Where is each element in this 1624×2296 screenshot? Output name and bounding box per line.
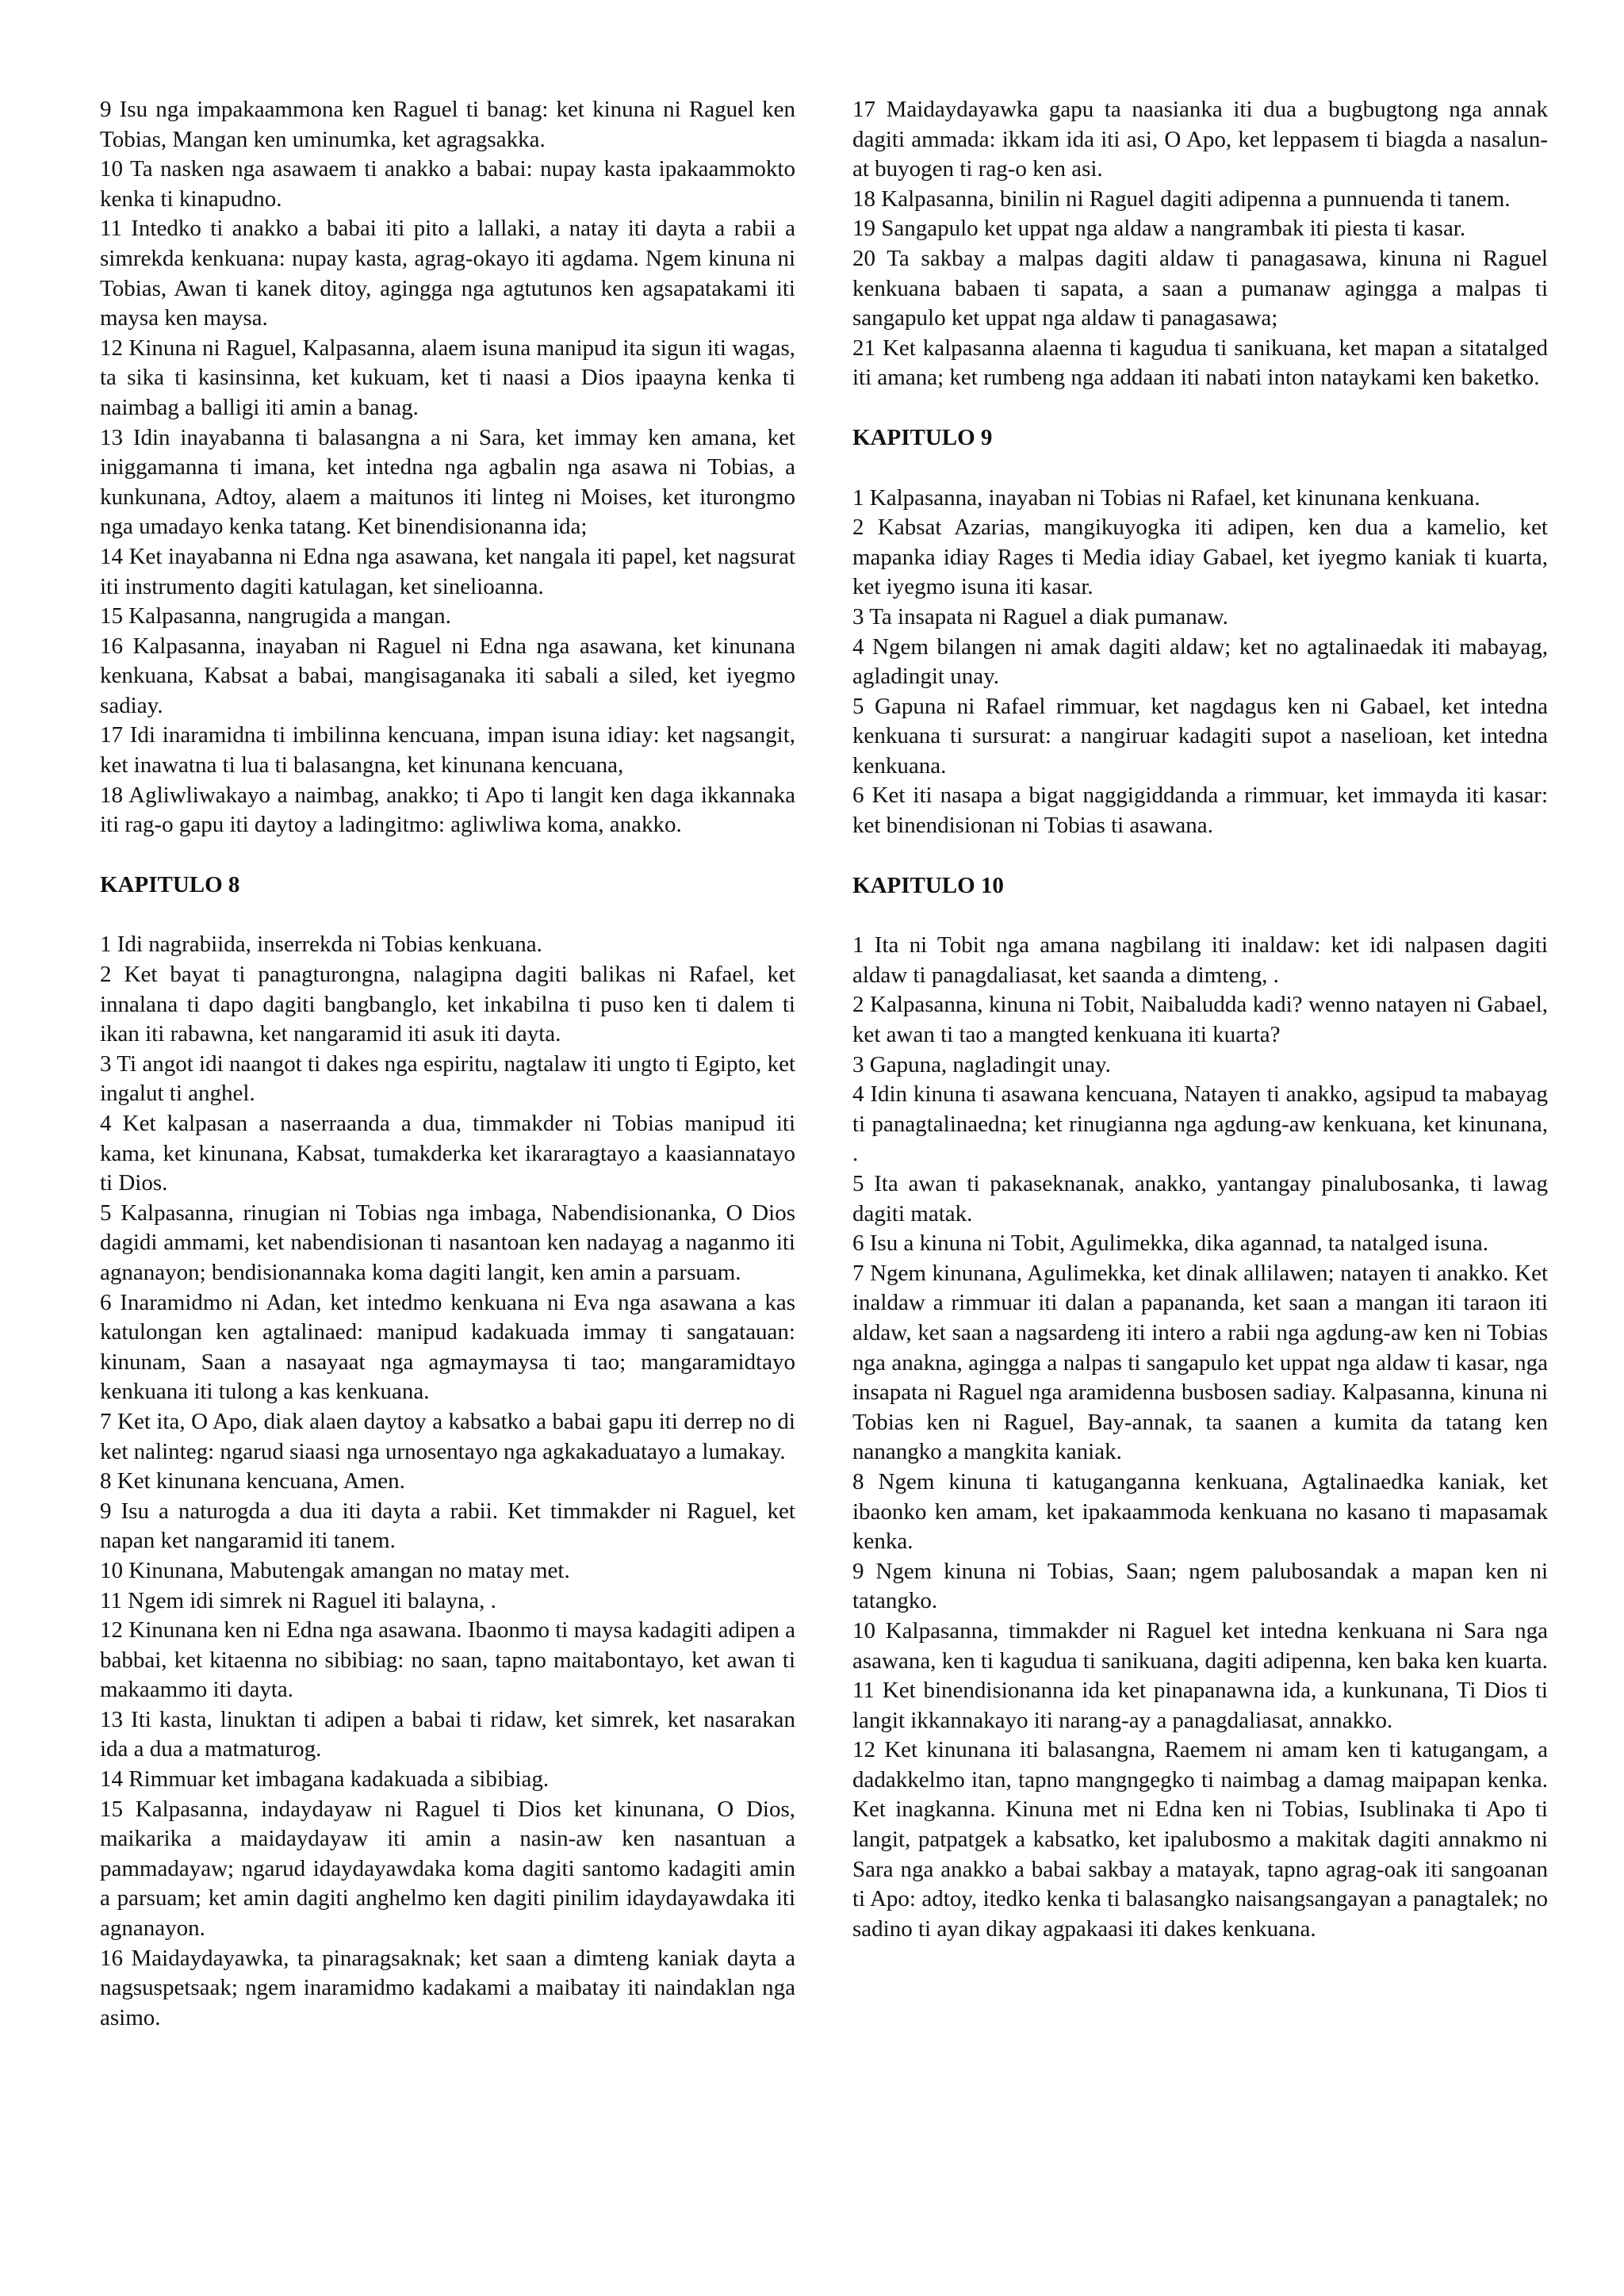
verse-paragraph: 6 Ket iti nasapa a bigat naggigiddanda a rimmuar, ket immayda iti kasar: ket binendisionan ni Tobias ti asawana. <box>852 783 1548 839</box>
verse-paragraph: 8 Ket kinunana kencuana, Amen. <box>100 1468 405 1494</box>
verse-paragraph: 15 Kalpasanna, indaydayaw ni Raguel ti Dios ket kinunana, O Dios, maikarika a maidaydayaw iti amin a nasin-aw ken nasantuan a pammadayaw; ngarud idaydayawdaka koma dagiti santomo kadagiti amin a parsuam; ket amin dagiti anghelmo ken dagiti pinilim idaydayawdaka iti agnanayon. <box>100 1796 795 1942</box>
verse-paragraph: 18 Agliwliwakayo a naimbag, anakko; ti Apo ti langit ken daga ikkannaka iti rag-o gapu iti daytoy a ladingitmo: agliwliwa koma, anakko. <box>100 782 795 838</box>
verse-paragraph: 16 Maidaydayawka, ta pinaragsaknak; ket saan a dimteng kaniak dayta a nagsuspetsaak; ngem inaramidmo kadakami a maibatay iti naindaklan nga asimo. <box>100 1945 795 2030</box>
verse-paragraph: 2 Kalpasanna, kinuna ni Tobit, Naibaludda kadi? wenno natayen ni Gabael, ket awan ti tao a mangted kenkuana iti kuarta? <box>852 992 1548 1048</box>
verse-paragraph: 10 Ta nasken nga asawaem ti anakko a babai: nupay kasta ipakaammokto kenka ti kinapudno. <box>100 156 795 212</box>
verse-paragraph: 3 Gapuna, nagladingit unay. <box>852 1051 1111 1077</box>
verse-paragraph: 14 Rimmuar ket imbagana kadakuada a sibibiag. <box>100 1766 550 1793</box>
verse-paragraph: 15 Kalpasanna, nangrugida a mangan. <box>100 603 451 629</box>
verse-paragraph: 3 Ti angot idi naangot ti dakes nga espiritu, nagtalaw iti ungto ti Egipto, ket ingalut ti anghel. <box>100 1050 795 1107</box>
verse-paragraph: 9 Isu nga impakaammona ken Raguel ti banag: ket kinuna ni Raguel ken Tobias, Mangan ken uminumka, ket agragsakka. <box>100 97 795 152</box>
verse-paragraph: 5 Kalpasanna, rinugian ni Tobias nga imbaga, Nabendisionanka, O Dios dagidi ammami, ket nabendisionan ti nasantoan ken nadayag a naganmo iti agnanayon; bendisionannaka koma dagiti langit, ken amin a parsuam. <box>100 1200 795 1285</box>
verse-paragraph: 12 Ket kinunana iti balasangna, Raemem ni amam ken ti katugangam, a dadakkelmo itan, tapno mangngegko ti naimbag a damag maipapan kenka. Ket inagkanna. Kinuna met ni Edna ken ni Tobias, Isublinaka ti Apo ti langit, patpatgek a kabsatko, ket ipalubosmo a makitak dagiti annakmo ni Sara nga anakko a babai sakbay a matayak, tapno agrag-oak iti sangoanan ti Apo: adtoy, itedko kenka ti balasangko naisangsangayan a panagtalek; no sadino ti ayan dikay agpakaasi iti dakes kenkuana. <box>852 1737 1548 1942</box>
verse-paragraph: 18 Kalpasanna, binilin ni Raguel dagiti adipenna a punnuenda ti tanem. <box>852 186 1511 212</box>
chapter-heading: KAPITULO 9 <box>852 424 993 450</box>
verse-paragraph: 8 Ngem kinuna ti katuganganna kenkuana, Agtalinaedka kaniak, ket ibaonko ken amam, ket ipakaammoda kenkuana no kasano ti mapasamak kenka. <box>852 1468 1548 1555</box>
verse-paragraph: 3 Ta insapata ni Raguel a diak pumanaw. <box>852 603 1228 629</box>
verse-paragraph: 12 Kinuna ni Raguel, Kalpasanna, alaem isuna manipud ita sigun iti wagas, ta sika ti kasinsinna, ket kukuam, ket ti naasi a Dios ipaayna kenka ti naimbag a balligi iti amin a banag. <box>100 335 795 420</box>
chapter-heading: KAPITULO 8 <box>100 871 240 897</box>
verse-paragraph: 17 Maidaydayawka gapu ta naasianka iti dua a bugbugtong nga annak dagiti ammada: ikkam ida iti asi, O Apo, ket leppasem ti biagda a nasalun-at buyogen ti rag-o ken asi. <box>852 97 1548 182</box>
verse-paragraph: 13 Idin inayabanna ti balasangna a ni Sara, ket immay ken amana, ket iniggamanna ti imana, ket intedna nga agbalin nga asawa ni Tobias, a kunkunana, Adtoy, alaem a maitunos iti linteg ni Moises, ket iturongmo nga umadayo kenka tatang. Ket binendisionanna ida; <box>100 424 795 540</box>
verse-paragraph: 1 Ita ni Tobit nga amana nagbilang iti inaldaw: ket idi nalpasen dagiti aldaw ti panagdaliasat, ket saanda a dimteng, . <box>852 932 1548 988</box>
verse-paragraph: 14 Ket inayabanna ni Edna nga asawana, ket nangala iti papel, ket nagsurat iti instrumento dagiti katulagan, ket sinelioanna. <box>100 543 795 599</box>
verse-paragraph: 4 Ngem bilangen ni amak dagiti aldaw; ket no agtalinaedak iti mabayag, agladingit unay. <box>852 633 1548 690</box>
chapter-heading: KAPITULO 10 <box>852 872 1004 898</box>
verse-paragraph: 20 Ta sakbay a malpas dagiti aldaw ti panagasawa, kinuna ni Raguel kenkuana babaen ti sapata, a saan a pumanaw agingga a malpas ti sangapulo ket uppat nga aldaw ti panagasawa; <box>852 245 1548 331</box>
verse-paragraph: 9 Isu a naturogda a dua iti dayta a rabii. Ket timmakder ni Raguel, ket napan ket nangaramid iti tanem. <box>100 1498 795 1554</box>
verse-paragraph: 1 Idi nagrabiida, inserrekda ni Tobias kenkuana. <box>100 932 542 958</box>
verse-paragraph: 6 Isu a kinuna ni Tobit, Agulimekka, dika agannad, ta natalged isuna. <box>852 1230 1489 1257</box>
verse-paragraph: 16 Kalpasanna, inayaban ni Raguel ni Edna nga asawana, ket kinunana kenkuana, Kabsat a babai, mangisaganaka iti sabali a siled, ket iyegmo sadiay. <box>100 633 795 718</box>
verse-paragraph: 7 Ket ita, O Apo, diak alaen daytoy a kabsatko a babai gapu iti derrep no di ket nalinteg: ngarud siaasi nga urnosentayo nga agkakaduatayo a lumakay. <box>100 1408 795 1464</box>
verse-paragraph: 10 Kalpasanna, timmakder ni Raguel ket intedna kenkuana ni Sara nga asawana, ken ti kagudua ti sanikuana, dagiti adipenna, ken baka ken kuarta. <box>852 1617 1548 1674</box>
verse-paragraph: 10 Kinunana, Mabutengak amangan no matay met. <box>100 1557 570 1583</box>
verse-paragraph: 9 Ngem kinuna ni Tobias, Saan; ngem palubosandak a mapan ken ni tatangko. <box>852 1558 1548 1614</box>
verse-paragraph: 17 Idi inaramidna ti imbilinna kencuana, impan isuna idiay: ket nagsangit, ket inawatna ti lua ti balasangna, ket kinunana kencuana, <box>100 722 795 779</box>
verse-paragraph: 11 Intedko ti anakko a babai iti pito a lallaki, a natay iti dayta a rabii a simrekda kenkuana: nupay kasta, agrag-okayo iti agdama. Ngem kinuna ni Tobias, Awan ti kanek ditoy, agingga nga agtutunos ken agsapatakami iti maysa ken maysa. <box>100 216 795 331</box>
verse-paragraph: 11 Ngem idi simrek ni Raguel iti balayna, . <box>100 1587 496 1613</box>
verse-paragraph: 7 Ngem kinunana, Agulimekka, ket dinak allilawen; natayen ti anakko. Ket inaldaw a rimmuar iti dalan a papananda, ket saan a mangan iti taraon iti aldaw, ket saan a nagsardeng iti intero a rabii nga agdung-aw ken ni Tobias nga anakna, agingga a nalpas ti sangapulo ket uppat nga aldaw ti kasar, nga insapata ni Raguel nga aramidenna busbosen sadiay. Kalpasanna, kinuna ni Tobias ken ni Raguel, Bay-annak, ta saanen a kumita da tatang ken nanangko a mangkita kaniak. <box>852 1260 1548 1465</box>
verse-paragraph: 4 Idin kinuna ti asawana kencuana, Natayen ti anakko, agsipud ta mabayag ti panagtalinaedna; ket rinugianna nga agdung-aw kenkuana, ket kinunana, . <box>852 1081 1548 1167</box>
verse-paragraph: 2 Ket bayat ti panagturongna, nalagipna dagiti balikas ni Rafael, ket innalana ti dapo dagiti bangbanglo, ket inkabilna ti puso ken ti dalem ti ikan iti rabawna, ket nangaramid iti asuk iti dayta. <box>100 962 795 1047</box>
verse-paragraph: 21 Ket kalpasanna alaenna ti kagudua ti sanikuana, ket mapan a sitatalged iti amana; ket rumbeng nga addaan iti nabati inton nataykami ken baketko. <box>852 335 1548 391</box>
left-column <box>100 95 795 2296</box>
right-column <box>852 95 1548 2296</box>
verse-paragraph: 13 Iti kasta, linuktan ti adipen a babai ti ridaw, ket simrek, ket nasarakan ida a dua a matmaturog. <box>100 1706 795 1762</box>
verse-paragraph: 5 Gapuna ni Rafael rimmuar, ket nagdagus ken ni Gabael, ket intedna kenkuana ti sursurat: a nangiruar kadagiti supot a naselioan, ket intedna kenkuana. <box>852 693 1548 779</box>
verse-paragraph: 2 Kabsat Azarias, mangikuyogka iti adipen, ken dua a kamelio, ket mapanka idiay Rages ti Media idiay Gabael, ket iyegmo kaniak ti kuarta, ket iyegmo isuna iti kasar. <box>852 515 1548 600</box>
verse-paragraph: 4 Ket kalpasan a naserraanda a dua, timmakder ni Tobias manipud iti kama, ket kinunana, Kabsat, tumakderka ket ikararagtayo a kaasiannatayo ti Dios. <box>100 1111 795 1196</box>
verse-paragraph: 19 Sangapulo ket uppat nga aldaw a nangrambak iti piesta ti kasar. <box>852 216 1466 242</box>
verse-paragraph: 6 Inaramidmo ni Adan, ket intedmo kenkuana ni Eva nga asawana a kas katulongan ken agtalinaed: manipud kadakuada immay ti sangatauan: kinunam, Saan a nasayaat nga agmaymaysa ti tao; mangaramidtayo kenkuana iti tulong a kas kenkuana. <box>100 1289 795 1405</box>
verse-paragraph: 5 Ita awan ti pakaseknanak, anakko, yantangay pinalubosanka, ti lawag dagiti matak. <box>852 1171 1548 1226</box>
verse-paragraph: 11 Ket binendisionanna ida ket pinapanawna ida, a kunkunana, Ti Dios ti langit ikkannakayo iti narang-ay a panagdaliasat, annakko. <box>852 1678 1548 1733</box>
verse-paragraph: 12 Kinunana ken ni Edna nga asawana. Ibaonmo ti maysa kadagiti adipen a babbai, ket kitaenna no sibibiag: no saan, tapno maitabontayo, ket awan ti makaammo iti dayta. <box>100 1617 795 1703</box>
verse-paragraph: 1 Kalpasanna, inayaban ni Tobias ni Rafael, ket kinunana kenkuana. <box>852 484 1480 511</box>
